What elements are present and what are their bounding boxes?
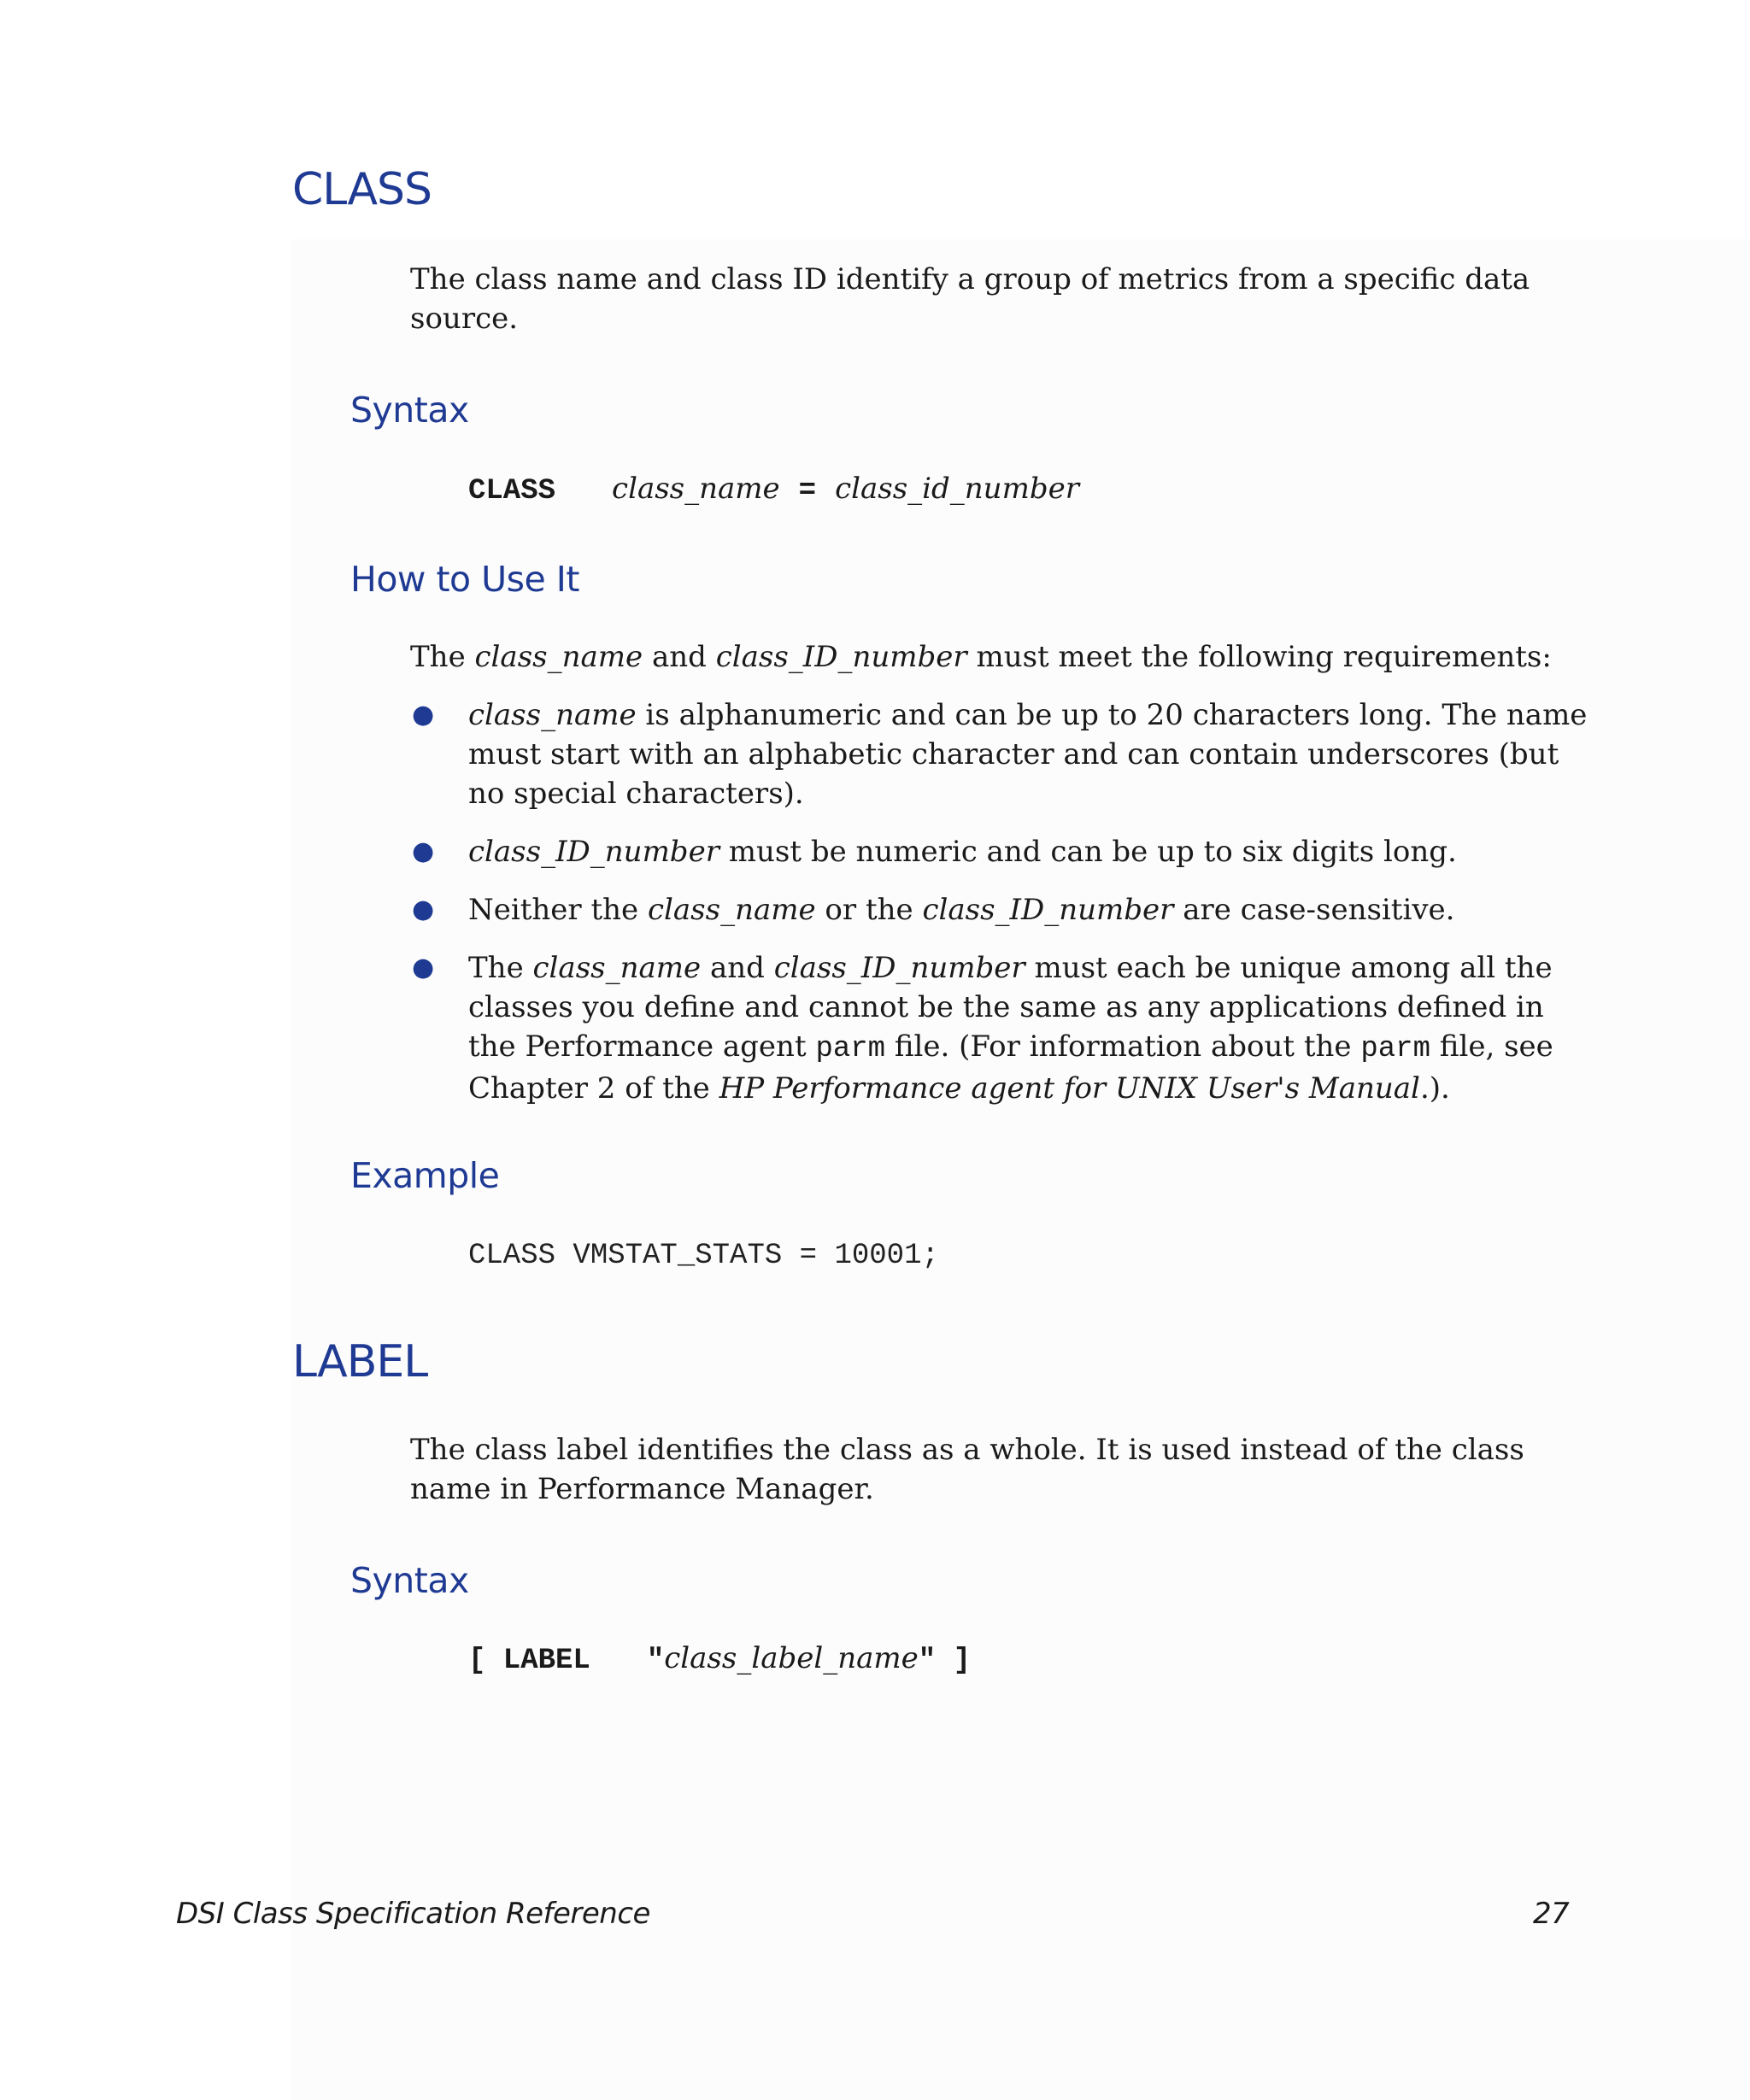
bullet-icon: ●	[412, 836, 435, 866]
label-syntax-close: ]	[936, 1645, 971, 1677]
list-item: ● class_ID_number must be numeric and can be up to six digits long.	[410, 832, 1589, 871]
bullet-icon: ●	[412, 953, 435, 983]
class-intro: The class name and class ID identify a group of metrics from a specific data source.	[410, 262, 1530, 336]
class-syntax-line	[468, 469, 1079, 511]
how-to-use-heading: How to Use It	[350, 559, 579, 600]
bullet-icon: ●	[412, 895, 435, 924]
syntax-class-id: class_id_number	[835, 472, 1079, 506]
syntax-keyword: CLASS	[468, 475, 556, 507]
label-intro: The class label identifies the class as a whole. It is used instead of the class name in Performance Manager.	[410, 1433, 1524, 1506]
example-code: CLASS VMSTAT_STATS = 10001;	[468, 1240, 939, 1272]
label-syntax-name: class_label_name	[664, 1641, 919, 1675]
class-syntax-heading: Syntax	[350, 390, 469, 431]
syntax-equals: =	[798, 475, 817, 507]
label-syntax-open: [ LABEL	[468, 1645, 590, 1677]
class-heading: CLASS	[292, 164, 432, 215]
example-heading: Example	[350, 1155, 500, 1196]
label-heading: LABEL	[292, 1336, 428, 1387]
bullet-icon: ●	[412, 700, 435, 730]
footer-title: DSI Class Specification Reference	[176, 1897, 650, 1931]
page-background	[291, 239, 1750, 2100]
label-syntax-line: [ LABEL "class_label_name" ]	[468, 1641, 971, 1677]
list-item: ● The class_name and class_ID_number must each be unique among all the classes you define and cannot be the same as any applications defined in the Performance agent parm file. (For information about the parm file, see Chapter 2 of the HP Performance agent for UNIX User's Manual.).	[410, 948, 1589, 1108]
list-item: ● class_name is alphanumeric and can be up to 20 characters long. The name must start with an alphabetic character and can contain underscores (but no special characters).	[410, 695, 1589, 813]
how-to-use-intro: The class_name and class_ID_number must meet the following requirements:	[410, 640, 1552, 674]
label-syntax-heading: Syntax	[350, 1560, 469, 1601]
list-item: ● Neither the class_name or the class_ID_number are case-sensitive.	[410, 890, 1589, 930]
page-number: 27	[1533, 1897, 1570, 1931]
syntax-class-name: class_name	[612, 472, 780, 506]
requirements-list	[410, 695, 1589, 1108]
